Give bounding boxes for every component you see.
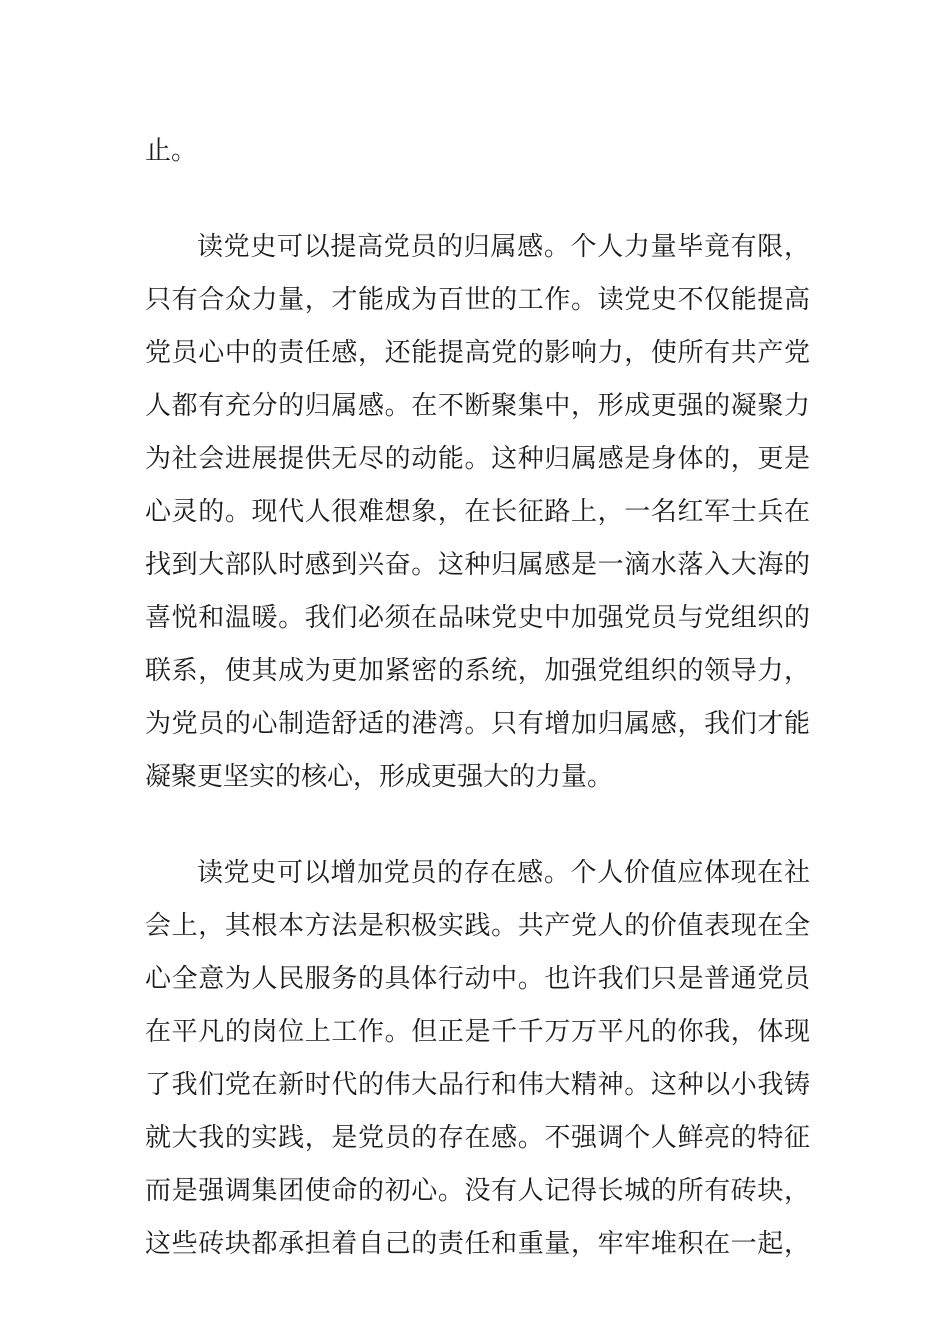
paragraph-3-line-7: 而是强调集团使命的初心。没有人记得长城的所有砖块， [145,1176,810,1206]
paragraph-2-line-4: 人都有充分的归属感。在不断聚集中，形成更强的凝聚力 [145,391,810,421]
paragraph-3-line-8: 这些砖块都承担着自己的责任和重量，牢牢堆积在一起， [145,1229,810,1259]
paragraph-3-line-2: 会上，其根本方法是积极实践。共产党人的价值表现在全 [145,911,810,941]
paragraph-2-line-11: 凝聚更坚实的核心，形成更强大的力量。 [145,762,614,792]
paragraph-2-line-2: 只有合众力量，才能成为百世的工作。读党史不仅能提高 [145,285,810,315]
paragraph-2-line-10: 为党员的心制造舒适的港湾。只有增加归属感，我们才能 [145,709,810,739]
paragraph-3-line-1: 读党史可以增加党员的存在感。个人价值应体现在社 [197,858,810,888]
paragraph-3-line-4: 在平凡的岗位上工作。但正是千千万万平凡的你我，体现 [145,1017,810,1047]
paragraph-2-line-5: 为社会进展提供无尽的动能。这种归属感是身体的，更是 [145,444,810,474]
paragraph-2-line-1: 读党史可以提高党员的归属感。个人力量毕竟有限， [197,232,810,262]
paragraph-3-line-5: 了我们党在新时代的伟大品行和伟大精神。这种以小我铸 [145,1070,810,1100]
paragraph-1-line-1: 止。 [145,136,198,166]
paragraph-3-line-3: 心全意为人民服务的具体行动中。也许我们只是普通党员 [145,964,810,994]
paragraph-2-line-3: 党员心中的责任感，还能提高党的影响力，使所有共产党 [145,338,810,368]
paragraph-2-line-7: 找到大部队时感到兴奋。这种归属感是一滴水落入大海的 [145,550,810,580]
paragraph-2-line-8: 喜悦和温暖。我们必须在品味党史中加强党员与党组织的 [145,603,810,633]
paragraph-2-line-9: 联系，使其成为更加紧密的系统，加强党组织的领导力， [145,656,810,686]
paragraph-3-line-6: 就大我的实践，是党员的存在感。不强调个人鲜亮的特征 [145,1123,810,1153]
paragraph-2-line-6: 心灵的。现代人很难想象，在长征路上，一名红军士兵在 [145,497,810,527]
